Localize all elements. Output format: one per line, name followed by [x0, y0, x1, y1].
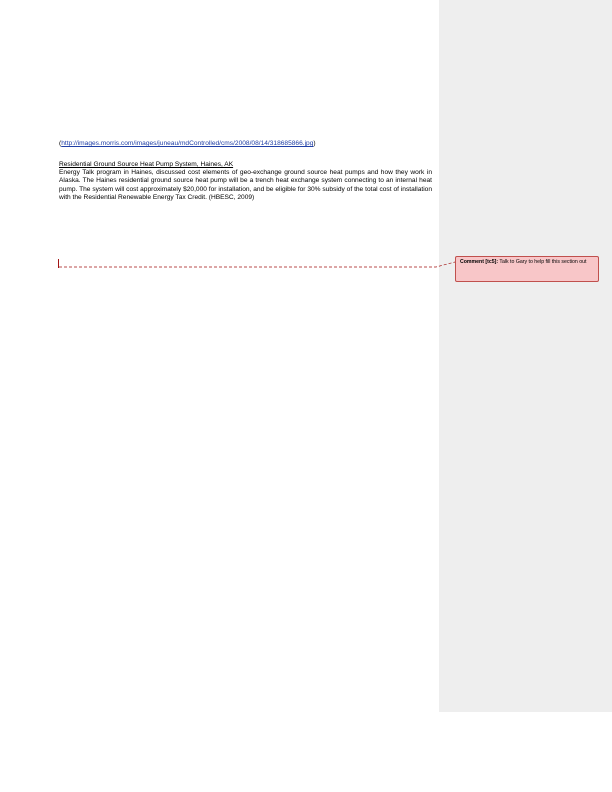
source-url-link[interactable]: http://images.morris.com/images/juneau/mdControlled/cms/2008/08/14/318685866.jpg: [61, 140, 314, 147]
section-heading: Residential Ground Source Heat Pump System, Haines, AK: [59, 161, 234, 168]
comment-text: Talk to Gary to help fill this section out: [498, 259, 587, 265]
comment-balloon[interactable]: [455, 256, 599, 282]
body-paragraph: Energy Talk program in Haines, discussed cost elements of geo-exchange ground source heat pumps and how they work in Alaska. The Haines residential ground source heat pump will be a trench heat exchange system connecting to an internal heat pump. The system will cost approximately $20,000 for installation, and be eligible for 30% subsidy of the total cost of installation with the Residential Renewable Energy Tax Credit. (HBESC, 2009): [59, 169, 432, 202]
comment-label: Comment [tc5]:: [460, 259, 499, 265]
source-url-line: (http://images.morris.com/images/juneau/mdControlled/cms/2008/08/14/318685866.jpg): [59, 140, 316, 147]
